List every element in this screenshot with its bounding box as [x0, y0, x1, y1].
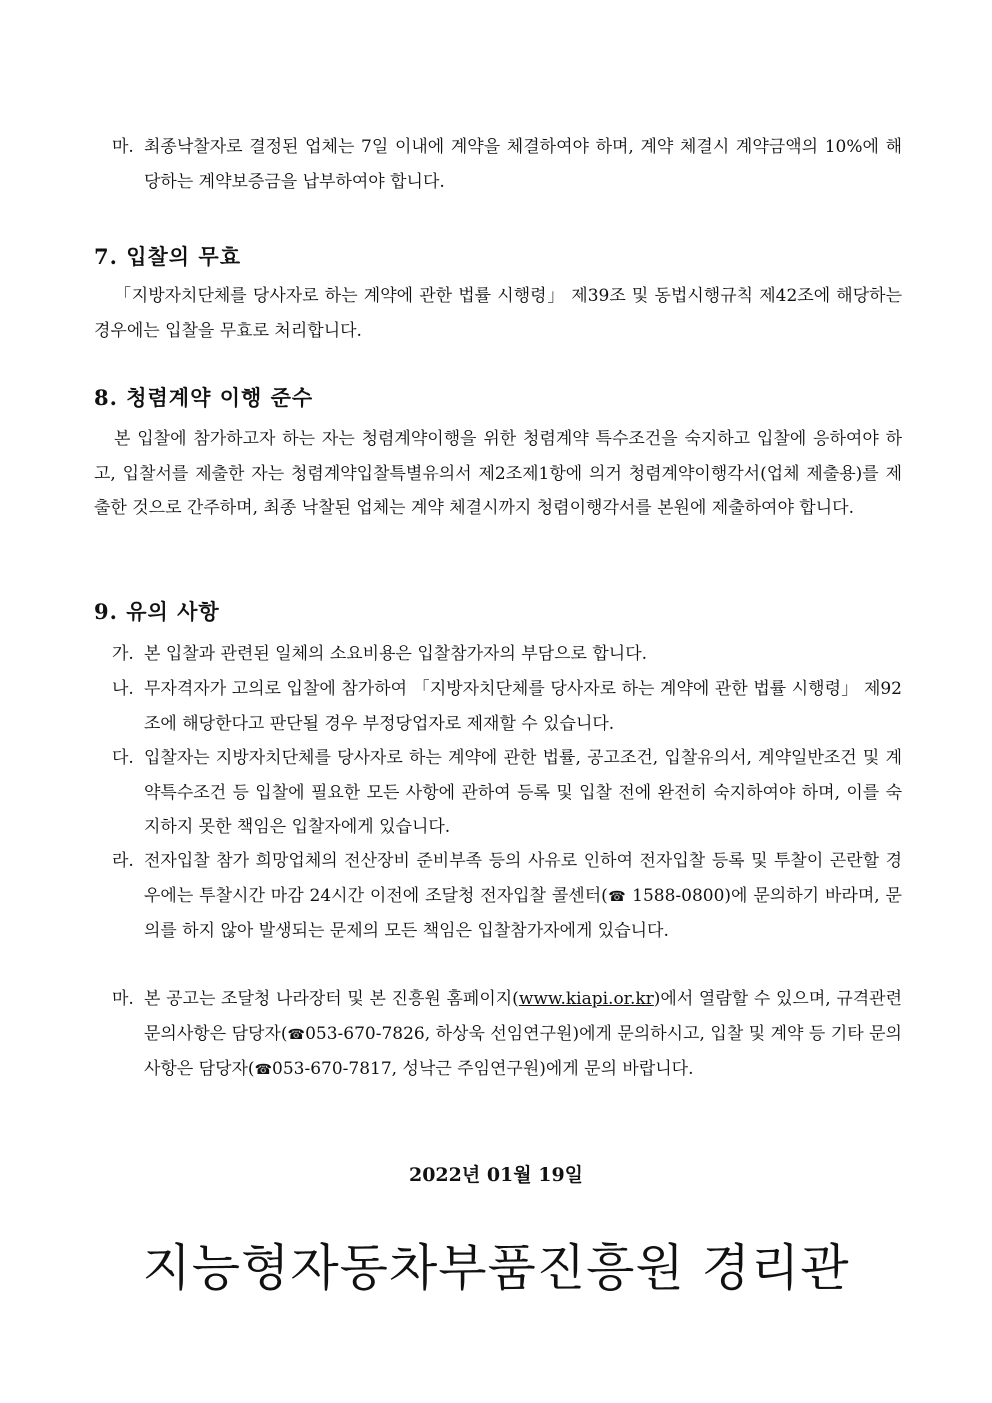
item-marker: 가. — [112, 644, 134, 664]
notice-item-na — [112, 672, 902, 741]
item-text-part: 053-670-7817, 성낙근 주임연구원)에게 문의 바랍니다. — [272, 1059, 694, 1079]
item-text: 입찰자는 지방자치단체를 당사자로 하는 계약에 관한 법률, 공고조건, 입찰유의서, 계약일반조건 및 계약특수조건 등 입찰에 필요한 모든 사항에 관하여 등록 및 입찰 전에 완전히 숙지하여야 하며, 이를 숙지하지 못한 책임은 입찰자에게 있습니다. — [144, 748, 902, 837]
section-7-body: 「지방자치단체를 당사자로 하는 계약에 관한 법률 시행령」 제39조 및 동법시행규칙 제42조에 해당하는 경우에는 입찰을 무효로 처리합니다. — [94, 286, 902, 341]
item-marker: 마. — [112, 989, 134, 1009]
phone-icon: ☎ — [254, 1062, 273, 1078]
issuer-signature: 지능형자동차부품진흥원 경리관 — [142, 1239, 850, 1297]
section-8-body: 본 입찰에 참가하고자 하는 자는 청렴계약이행을 위한 청렴계약 특수조건을 숙지하고 입찰에 응하여야 하고, 입찰서를 제출한 자는 청렴계약입찰특별유의서 제2조제1항에 의거 청렴계약이행각서(업체 제출용)를 제출한 것으로 간주하며, 최종 낙찰된 업체는 계약 체결시까지 청렴이행각서를 본원에 제출하여야 합니다. — [94, 429, 902, 518]
item-text — [112, 982, 902, 1088]
notice-item-ga — [112, 637, 902, 672]
item-marker: 나. — [112, 679, 134, 699]
item-text-part: 본 공고는 조달청 나라장터 및 본 진흥원 홈페이지( — [144, 989, 519, 1009]
phone-icon: ☎ — [287, 1026, 306, 1043]
item-text: 최종낙찰자로 결정된 업체는 7일 이내에 계약을 체결하여야 하며, 계약 체결시 계약금액의 10%에 해당하는 계약보증금을 납부하여야 합니다. — [144, 137, 902, 192]
item-text-part: 1588-0800)에 문의하기 바라며, 문의를 하지 않아 발생되는 문제의 모든 책임은 입찰참가자에게 있습니다. — [144, 885, 902, 941]
item-text: 무자격자가 고의로 입찰에 참가하여 「지방자치단체를 당사자로 하는 계약에 관한 법률 시행령」 제92조에 해당한다고 판단될 경우 부정당업자로 제재할 수 있습니다. — [144, 679, 902, 734]
item-text-part: 전자입찰 참가 희망업체의 전산장비 준비부족 등의 사유로 인하여 전자입찰 등록 및 투찰이 곤란할 경우에는 투찰시간 마감 24시간 이전에 조달청 전자입찰 콜센터( — [144, 851, 902, 906]
section-9-heading: 9. 유의 사항 — [94, 599, 220, 624]
section-7-heading: 7. 입찰의 무효 — [94, 244, 241, 269]
phone-icon: ☎ — [607, 888, 627, 905]
document-date: 2022년 01월 19일 — [408, 1164, 584, 1186]
item-marker: 마. — [112, 137, 134, 157]
item-text: 본 입찰과 관련된 일체의 소요비용은 입찰참가자의 부담으로 합니다. — [144, 644, 648, 664]
intro-item — [112, 130, 902, 199]
section-8-heading: 8. 청렴계약 이행 준수 — [94, 385, 314, 410]
notice-item-ma — [112, 982, 902, 1088]
notice-item-ra — [112, 844, 902, 949]
item-marker: 다. — [112, 748, 134, 768]
item-marker: 라. — [112, 851, 134, 871]
item-text-part: 053-670-7826, 하상욱 선임연구원)에게 문의하시고, 입찰 및 계약 등 기타 문의사항은 담당자( — [144, 1023, 902, 1079]
homepage-link[interactable]: www.kiapi.or.kr — [518, 989, 654, 1009]
item-text — [112, 844, 902, 949]
item-text-part: )에서 열람할 수 있으며, 규격관련 문의사항은 담당자( — [144, 989, 903, 1044]
notice-item-da — [112, 741, 902, 845]
